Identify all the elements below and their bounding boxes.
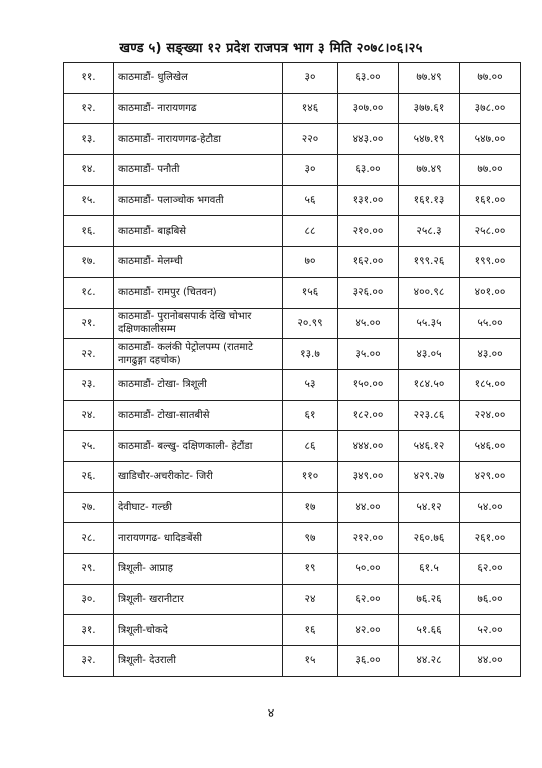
- page-number: ४: [267, 706, 275, 721]
- fare-cell: २५८.३: [399, 216, 460, 247]
- route-cell: काठमाडौं- बल्खु- दक्षिणकाली- हेटौंडा: [114, 431, 283, 462]
- table-row: [64, 247, 521, 278]
- table-row: [64, 400, 521, 431]
- table-row: [64, 523, 521, 554]
- fare-cell: २१०.००: [338, 216, 399, 247]
- fare-cell: ४४४.००: [338, 431, 399, 462]
- fare-cell: ४३.०५: [399, 339, 460, 370]
- table-row: [64, 339, 521, 370]
- fare-cell: १८२.००: [338, 400, 399, 431]
- fare-cell: ४३.००: [460, 339, 521, 370]
- table-row: [64, 369, 521, 400]
- serial-number-cell: २९.: [64, 554, 114, 585]
- fare-table: [63, 62, 521, 677]
- distance-cell: १५६: [283, 277, 338, 308]
- serial-number-cell: १२.: [64, 93, 114, 124]
- serial-number-cell: १३.: [64, 124, 114, 155]
- fare-cell: ५४६.००: [460, 431, 521, 462]
- distance-cell: ५६: [283, 185, 338, 216]
- route-cell: काठमाडौं- नारायणगढ: [114, 93, 283, 124]
- table-row: [64, 646, 521, 677]
- route-cell: काठमाडौं- मेलम्ची: [114, 247, 283, 278]
- fare-cell: २१२.००: [338, 523, 399, 554]
- route-cell: काठमाडौं- नारायणगढ-हेटौडा: [114, 124, 283, 155]
- table-row: [64, 277, 521, 308]
- route-cell: खाडिचौर-अचरीकोट- जिरी: [114, 461, 283, 492]
- route-cell: त्रिशूली- आप्राह: [114, 554, 283, 585]
- distance-cell: १९: [283, 554, 338, 585]
- fare-cell: ५४.००: [460, 492, 521, 523]
- serial-number-cell: २१.: [64, 308, 114, 339]
- table-row: [64, 93, 521, 124]
- fare-cell: ४००.९८: [399, 277, 460, 308]
- fare-cell: ४०१.००: [460, 277, 521, 308]
- serial-number-cell: २८.: [64, 523, 114, 554]
- fare-cell: २६१.००: [460, 523, 521, 554]
- serial-number-cell: २२.: [64, 339, 114, 370]
- serial-number-cell: ११.: [64, 63, 114, 94]
- fare-cell: ४४३.००: [338, 124, 399, 155]
- fare-cell: ३५.००: [338, 339, 399, 370]
- fare-cell: ३७७.६१: [399, 93, 460, 124]
- fare-cell: ५४६.१२: [399, 431, 460, 462]
- fare-cell: ४२९.२७: [399, 461, 460, 492]
- fare-cell: ७७.४९: [399, 155, 460, 186]
- distance-cell: ५३: [283, 369, 338, 400]
- serial-number-cell: २७.: [64, 492, 114, 523]
- serial-number-cell: २३.: [64, 369, 114, 400]
- fare-cell: ७६.००: [460, 584, 521, 615]
- table-row: [64, 461, 521, 492]
- serial-number-cell: १५.: [64, 185, 114, 216]
- route-cell: काठमाडौं- बाह्रबिसे: [114, 216, 283, 247]
- fare-cell: ५५.००: [460, 308, 521, 339]
- fare-cell: १८४.५०: [399, 369, 460, 400]
- fare-cell: २२४.००: [460, 400, 521, 431]
- distance-cell: ८८: [283, 216, 338, 247]
- distance-cell: ६१: [283, 400, 338, 431]
- distance-cell: ९७: [283, 523, 338, 554]
- table-row: [64, 124, 521, 155]
- distance-cell: ८६: [283, 431, 338, 462]
- distance-cell: १७: [283, 492, 338, 523]
- route-cell: काठमाडौं- धुलिखेल: [114, 63, 283, 94]
- fare-cell: ४४.२८: [399, 646, 460, 677]
- table-row: [64, 584, 521, 615]
- table-row: [64, 155, 521, 186]
- serial-number-cell: २६.: [64, 461, 114, 492]
- fare-cell: ६३.००: [338, 63, 399, 94]
- table-row: [64, 431, 521, 462]
- distance-cell: ३०: [283, 63, 338, 94]
- serial-number-cell: ३०.: [64, 584, 114, 615]
- fare-cell: ५०.००: [338, 554, 399, 585]
- route-cell: त्रिशूली- देउराली: [114, 646, 283, 677]
- distance-cell: २०.९९: [283, 308, 338, 339]
- table-row: [64, 308, 521, 339]
- table-row: [64, 185, 521, 216]
- distance-cell: ३०: [283, 155, 338, 186]
- fare-cell: ६२.००: [460, 554, 521, 585]
- table-row: [64, 492, 521, 523]
- fare-cell: १६२.००: [338, 247, 399, 278]
- fare-cell: ५४७.००: [460, 124, 521, 155]
- serial-number-cell: २४.: [64, 400, 114, 431]
- fare-cell: १३१.००: [338, 185, 399, 216]
- fare-cell: १८५.००: [460, 369, 521, 400]
- fare-cell: १५०.००: [338, 369, 399, 400]
- distance-cell: १३.७: [283, 339, 338, 370]
- fare-cell: १९९.००: [460, 247, 521, 278]
- fare-cell: ३२६.००: [338, 277, 399, 308]
- fare-cell: ५४.१२: [399, 492, 460, 523]
- route-cell: देवीघाट- गल्छी: [114, 492, 283, 523]
- route-cell: काठमाडौं- पलाञ्चोक भगवती: [114, 185, 283, 216]
- distance-cell: १५: [283, 646, 338, 677]
- fare-cell: ३६.००: [338, 646, 399, 677]
- distance-cell: २४: [283, 584, 338, 615]
- route-cell: त्रिशूली- खरानीटार: [114, 584, 283, 615]
- table-row: [64, 615, 521, 646]
- fare-cell: १९९.२६: [399, 247, 460, 278]
- fare-table-body: [64, 63, 521, 677]
- fare-cell: ४२९.००: [460, 461, 521, 492]
- route-cell: काठमाडौं- रामपुर (चितवन): [114, 277, 283, 308]
- fare-cell: ५२.००: [460, 615, 521, 646]
- fare-cell: १६१.१३: [399, 185, 460, 216]
- fare-cell: ७७.००: [460, 155, 521, 186]
- fare-cell: ७७.४९: [399, 63, 460, 94]
- distance-cell: १४६: [283, 93, 338, 124]
- fare-cell: ३०७.००: [338, 93, 399, 124]
- fare-cell: २५८.००: [460, 216, 521, 247]
- serial-number-cell: १८.: [64, 277, 114, 308]
- fare-cell: ४२.००: [338, 615, 399, 646]
- fare-cell: १६१.००: [460, 185, 521, 216]
- serial-number-cell: १७.: [64, 247, 114, 278]
- fare-cell: ७६.२६: [399, 584, 460, 615]
- route-cell: काठमाडौं- पनौती: [114, 155, 283, 186]
- route-cell: काठमाडौं- पुरानोबसपार्क देखि चोभार दक्षिणकालीसम्म: [114, 308, 283, 339]
- fare-cell: २६०.७६: [399, 523, 460, 554]
- fare-cell: ७७.००: [460, 63, 521, 94]
- serial-number-cell: १४.: [64, 155, 114, 186]
- serial-number-cell: २५.: [64, 431, 114, 462]
- distance-cell: ७०: [283, 247, 338, 278]
- fare-cell: ४४.००: [338, 492, 399, 523]
- fare-cell: ३४९.००: [338, 461, 399, 492]
- fare-cell: ६१.५: [399, 554, 460, 585]
- serial-number-cell: ३१.: [64, 615, 114, 646]
- fare-cell: ४५.००: [338, 308, 399, 339]
- table-row: [64, 554, 521, 585]
- route-cell: काठमाडौं- कलंकी पेट्रोलपम्प (रातमाटे नागढुङ्गा दहचोक): [114, 339, 283, 370]
- distance-cell: ११०: [283, 461, 338, 492]
- fare-cell: ६३.००: [338, 155, 399, 186]
- fare-cell: ५५.३५: [399, 308, 460, 339]
- fare-cell: ३७८.००: [460, 93, 521, 124]
- page-header: खण्ड ५) सङ्ख्या १२ प्रदेश राजपत्र भाग ३ मिति २०७८।०६।२५: [119, 41, 423, 56]
- fare-cell: ५१.६६: [399, 615, 460, 646]
- route-cell: काठमाडौं- टोखा-सातबीसे: [114, 400, 283, 431]
- fare-cell: ५४७.१९: [399, 124, 460, 155]
- route-cell: त्रिशूली-चोकदे: [114, 615, 283, 646]
- table-row: [64, 216, 521, 247]
- serial-number-cell: ३२.: [64, 646, 114, 677]
- table-row: [64, 63, 521, 94]
- fare-cell: ४४.००: [460, 646, 521, 677]
- fare-cell: २२३.८६: [399, 400, 460, 431]
- fare-cell: ६२.००: [338, 584, 399, 615]
- route-cell: नारायणगढ- धादिङबेंसी: [114, 523, 283, 554]
- route-cell: काठमाडौं- टोखा- त्रिशूली: [114, 369, 283, 400]
- serial-number-cell: १६.: [64, 216, 114, 247]
- distance-cell: २२०: [283, 124, 338, 155]
- distance-cell: १६: [283, 615, 338, 646]
